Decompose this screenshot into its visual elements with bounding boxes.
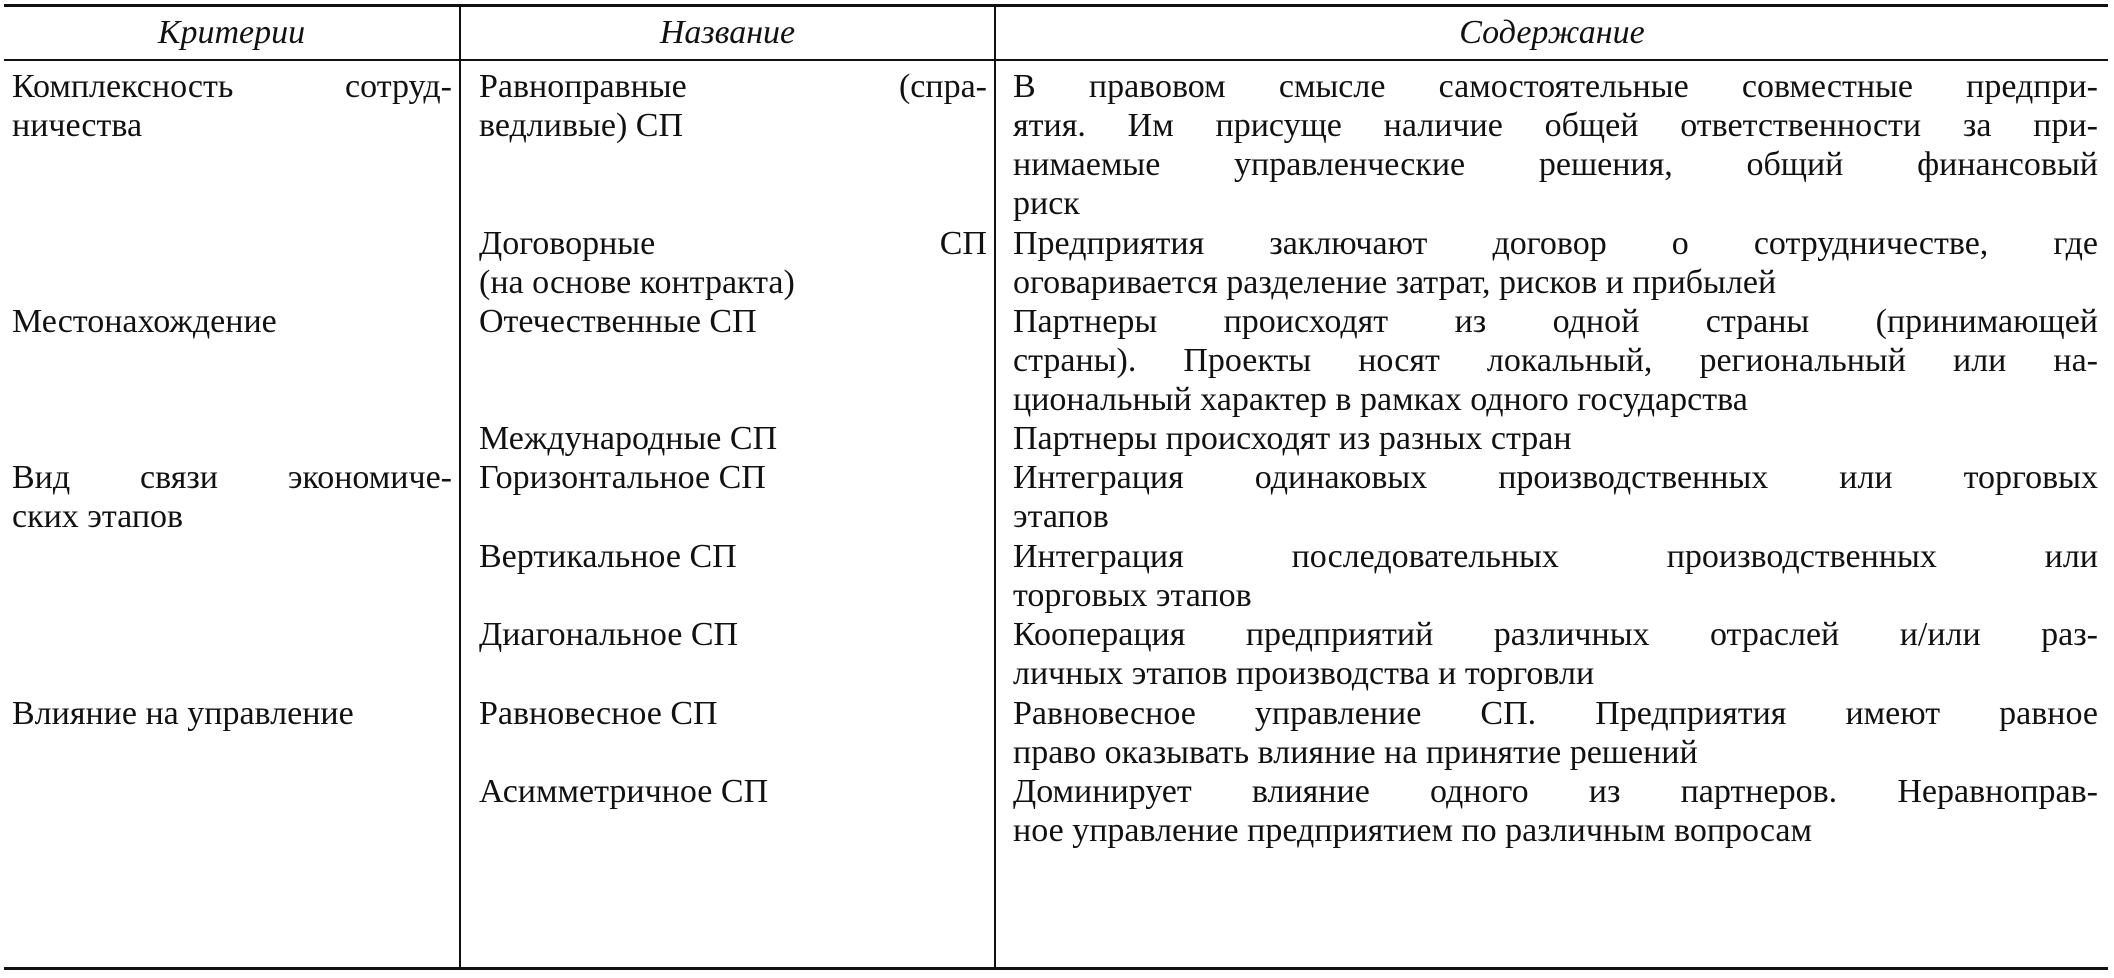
content-line: Интеграция одинаковых производственных или торговых (1013, 459, 2098, 496)
cell-content (1013, 694, 2098, 772)
content-line: ятия. Им присуще наличие общей ответственности за при- (1013, 107, 2098, 144)
content-line: нимаемые управленческие решения, общий финансовый (1013, 146, 2098, 183)
cell-content (1013, 67, 2098, 223)
column-divider-2 (994, 7, 996, 967)
cell-name (479, 67, 987, 145)
cell-content (1013, 537, 2098, 615)
content-line: Доминирует влияние одного из партнеров. Неравноправ- (1013, 773, 2098, 810)
content-line: страны). Проекты носят локальный, региональный или на- (1013, 342, 2098, 379)
content-line: оговаривается разделение затрат, рисков и прибылей (1013, 264, 1777, 301)
criteria-line: Местонахождение (12, 303, 277, 340)
name-line: Вертикальное СП (479, 538, 737, 575)
criteria-line: Влияние на управление (12, 695, 354, 732)
cell-name (479, 537, 987, 576)
cell-content (1013, 419, 2098, 458)
cell-name (479, 694, 987, 733)
cell-content (1013, 458, 2098, 536)
cell-criteria (12, 67, 452, 145)
header-name: Название (659, 14, 796, 51)
content-line: личных этапов производства и торговли (1013, 655, 1595, 692)
name-line: Отечественные СП (479, 303, 757, 340)
cell-name (479, 458, 987, 497)
criteria-line: ских этапов (12, 498, 184, 535)
cell-name (479, 302, 987, 341)
cell-content (1013, 772, 2098, 850)
cell-name (479, 224, 987, 302)
header-criteria: Критерии (157, 14, 306, 51)
name-line: Асимметричное СП (479, 773, 769, 810)
content-line: В правовом смысле самостоятельные совместные предпри- (1013, 68, 2098, 105)
criteria-line: ничества (12, 107, 143, 144)
content-line: торговых этапов (1013, 577, 1252, 614)
criteria-line: Комплексность сотруд- (12, 68, 452, 105)
name-line: Горизонтальное СП (479, 459, 766, 496)
content-line: риск (1013, 185, 1080, 222)
cell-name (479, 615, 987, 654)
content-line: право оказывать влияние на принятие решений (1013, 734, 1698, 771)
cell-criteria (12, 458, 452, 536)
cell-content (1013, 224, 2098, 302)
header-divider (4, 59, 2108, 61)
content-line: Кооперация предприятий различных отраслей и/или раз- (1013, 616, 2098, 653)
cell-name (479, 419, 987, 458)
cell-criteria (12, 302, 452, 341)
content-line: Интеграция последовательных производственных или (1013, 538, 2098, 575)
cell-content (1013, 615, 2098, 693)
cell-criteria (12, 694, 452, 733)
name-line: Равноправные (спра- (479, 68, 987, 105)
content-line: ное управление предприятием по различным вопросам (1013, 812, 1812, 849)
criteria-line: Вид связи экономиче- (12, 459, 452, 496)
cell-content (1013, 302, 2098, 419)
name-line: Договорные СП (479, 225, 987, 262)
content-line: Партнеры происходят из одной страны (принимающей (1013, 303, 2098, 340)
content-line: Равновесное управление СП. Предприятия имеют равное (1013, 695, 2098, 732)
content-line: Предприятия заключают договор о сотрудничестве, где (1013, 225, 2098, 262)
header-content: Содержание (1459, 14, 1645, 51)
content-line: циональный характер в рамках одного государства (1013, 381, 1748, 418)
name-line: ведливые) СП (479, 107, 683, 144)
column-divider-1 (459, 7, 461, 967)
name-line: Международные СП (479, 420, 778, 457)
name-line: (на основе контракта) (479, 264, 795, 301)
classification-table (4, 4, 2108, 970)
name-line: Диагональное СП (479, 616, 739, 653)
content-line: этапов (1013, 498, 1109, 535)
cell-name (479, 772, 987, 811)
name-line: Равновесное СП (479, 695, 718, 732)
content-line: Партнеры происходят из разных стран (1013, 420, 1572, 457)
